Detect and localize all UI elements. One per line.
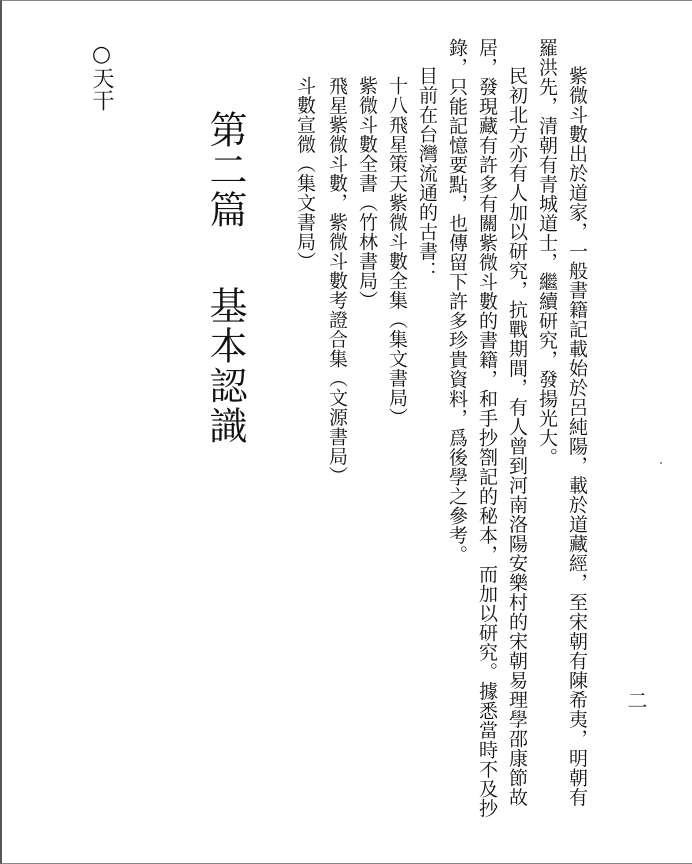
body-line-3: 民初北方亦有人加以研究，抗戰期間，有人曾到河南洛陽安樂村的宋朝易理學邵康節故 [506,66,528,807]
book-list-item-2: 紫微斗數全書（竹林書局） [356,76,378,310]
body-line-5: 錄，只能記憶要點，也傳留下許多珍貴資料，爲後學之參考。 [446,38,468,565]
chapter-title: 基本認識 [203,286,247,446]
body-line-2: 羅洪先，清朝有青城道士，繼續研究，發揚光大。 [536,38,558,467]
body-line-1: 紫微斗數出於道家，一般書籍記載始於呂純陽，載於道藏經，至宋朝有陳希夷，明朝有 [566,66,588,807]
book-list-item-4: 斗數宣微（集文書局） [294,76,316,271]
chapter-number: 第二篇 [203,110,247,230]
book-list-item-3: 飛星紫微斗數，紫微斗數考證合集（文源書局） [326,76,348,486]
scan-speck [660,462,662,464]
chapter-heading [198,110,247,446]
section-marker: ○天干 [89,42,114,111]
body-line-6: 目前在台灣流通的古書： [416,66,438,281]
book-list-item-1: 十八飛星策天紫微斗數全集（集文書局） [386,76,408,427]
page-number: 二 [624,690,648,710]
body-line-4: 居，發現藏有許多有關紫微斗數的書籍，和手抄劄記的秘本，而加以研究。據悉當時不及抄 [476,38,498,818]
